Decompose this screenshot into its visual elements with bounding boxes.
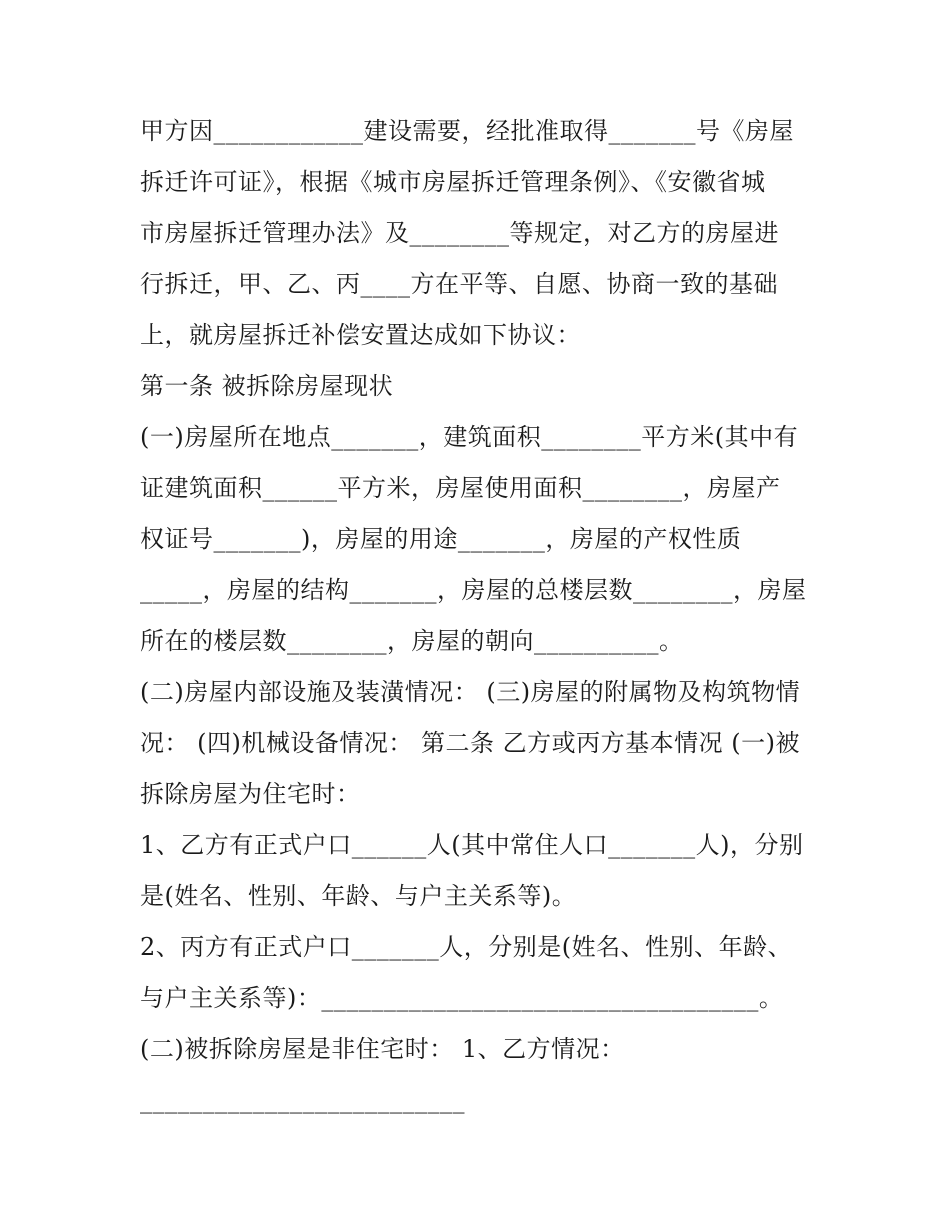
paragraph-line: 市房屋拆迁管理办法》及________等规定，对乙方的房屋进 (140, 219, 779, 247)
document-page (140, 106, 820, 1126)
paragraph-line: (二)被拆除房屋是非住宅时： 1、乙方情况： (140, 1035, 625, 1063)
paragraph-line: 所在的楼层数________，房屋的朝向__________。 (140, 627, 684, 655)
paragraph-line: 上，就房屋拆迁补偿安置达成如下协议： (140, 321, 581, 349)
paragraph-line: 拆迁许可证》，根据《城市房屋拆迁管理条例》、《安徽省城 (140, 168, 766, 196)
paragraph-line: 2、丙方有正式户口_______人，分别是(姓名、性别、年龄、 (140, 933, 793, 961)
section-heading: 第一条 被拆除房屋现状 (140, 372, 394, 400)
paragraph-line: 况： (四)机械设备情况： 第二条 乙方或丙方基本情况 (一)被 (140, 729, 800, 757)
paragraph-line: (一)房屋所在地点_______，建筑面积________平方米(其中有 (140, 423, 799, 451)
paragraph-line: _____，房屋的结构_______，房屋的总楼层数________，房屋 (140, 576, 807, 604)
paragraph-line: 拆除房屋为住宅时： (140, 780, 361, 808)
paragraph-line: 证建筑面积______平方米，房屋使用面积________，房屋产 (140, 474, 781, 502)
paragraph-line: 甲方因____________建设需要，经批准取得_______号《房屋 (140, 117, 794, 145)
paragraph-line: 与户主关系等)：___________________________________。 (140, 984, 784, 1012)
paragraph-line: 权证号_______)，房屋的用途_______，房屋的产权性质 (140, 525, 742, 553)
blank-fill-line: __________________________ (140, 1086, 465, 1114)
paragraph-line: 是(姓名、性别、年龄、与户主关系等)。 (140, 882, 577, 910)
paragraph-line: (二)房屋内部设施及装潢情况： (三)房屋的附属物及构筑物情 (140, 678, 801, 706)
paragraph-line: 行拆迁，甲、乙、丙____方在平等、自愿、协商一致的基础 (140, 270, 778, 298)
paragraph-line: 1、乙方有正式户口______人(其中常住人口_______人)，分别 (140, 831, 804, 859)
